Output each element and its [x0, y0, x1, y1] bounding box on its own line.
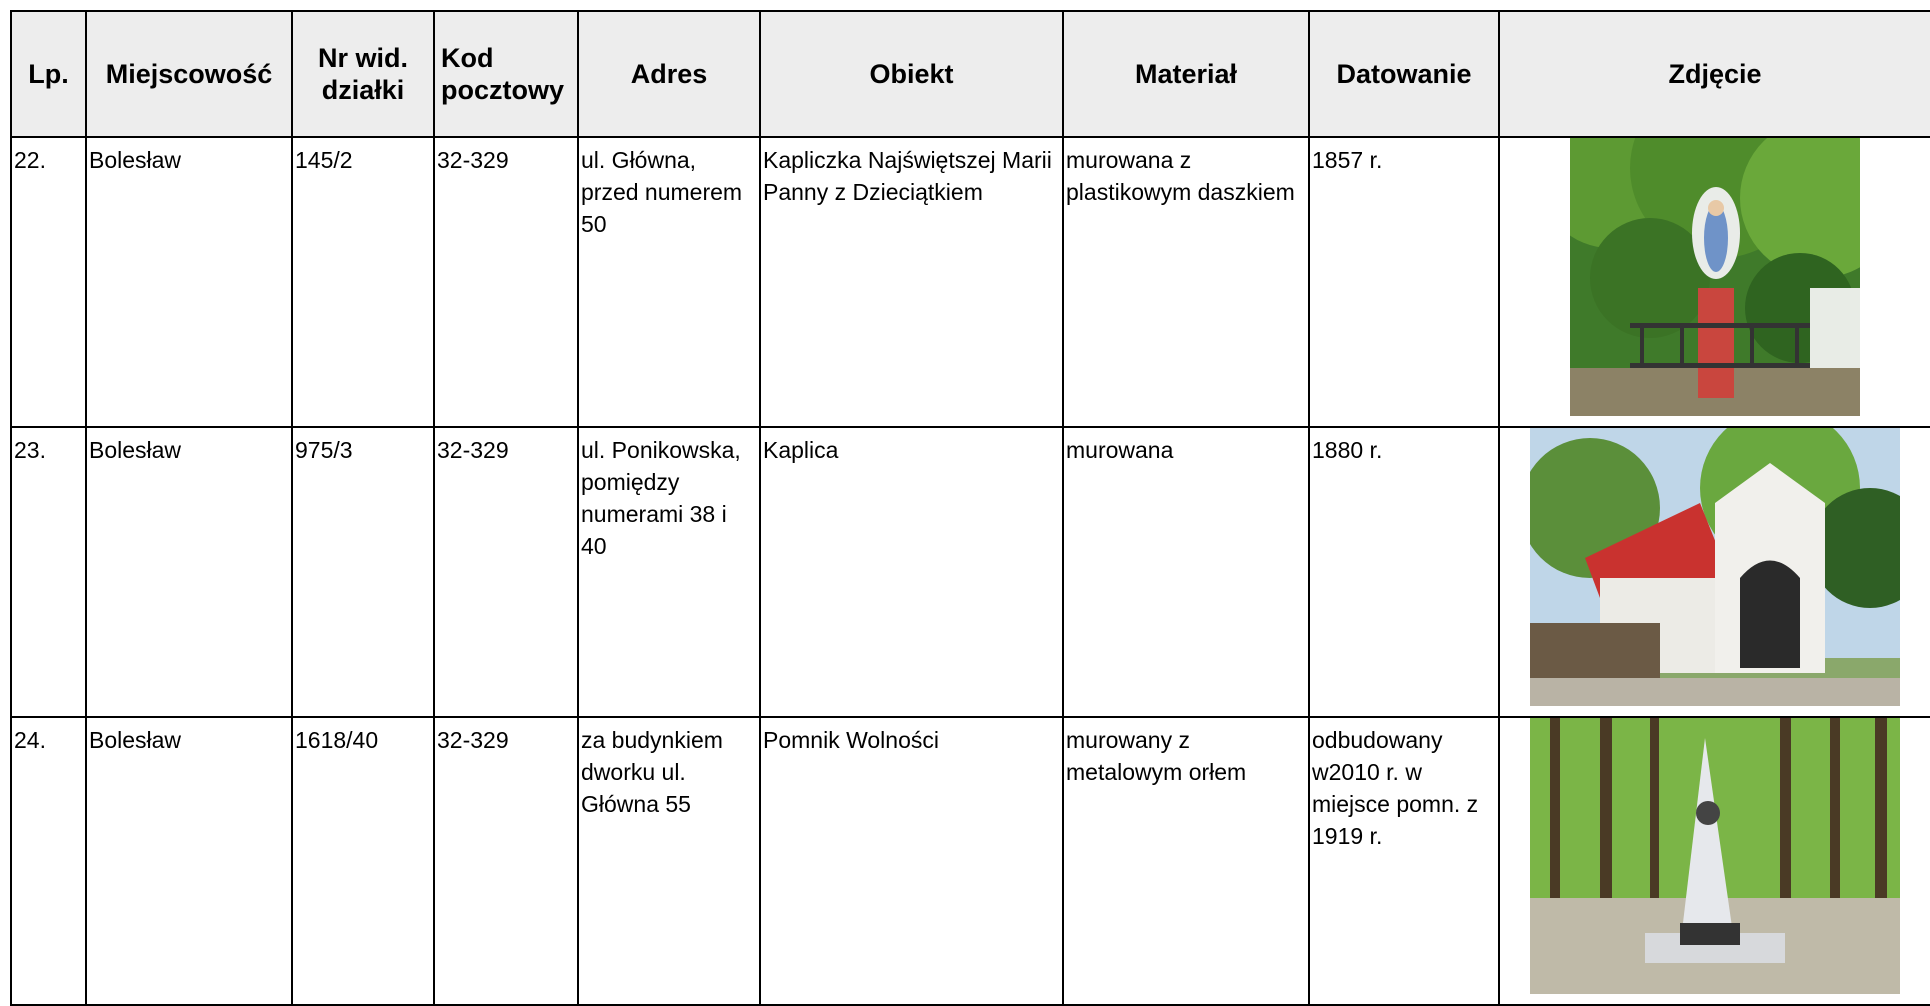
cell-zdjecie: [1499, 717, 1930, 1005]
cell-datowanie: odbudowany w2010 r. w miejsce pomn. z 1919 r.: [1309, 717, 1499, 1005]
header-nr-dzialki: Nr wid. działki: [292, 11, 434, 137]
header-lp: Lp.: [11, 11, 86, 137]
document-page: [10, 10, 1930, 1006]
cell-obiekt: Kaplica: [760, 427, 1063, 717]
cell-kod-pocztowy: 32-329: [434, 427, 578, 717]
cell-obiekt: Pomnik Wolności: [760, 717, 1063, 1005]
cell-zdjecie: [1499, 427, 1930, 717]
table-row: [11, 427, 1930, 717]
cell-lp: 24.: [11, 717, 86, 1005]
cell-obiekt: Kapliczka Najświętszej Marii Panny z Dzieciątkiem: [760, 137, 1063, 427]
cell-material: murowana z plastikowym daszkiem: [1063, 137, 1309, 427]
header-datowanie: Datowanie: [1309, 11, 1499, 137]
table-header-row: [11, 11, 1930, 137]
wayside-shrine-photo: [1570, 138, 1860, 416]
cell-nr-dzialki: 1618/40: [292, 717, 434, 1005]
monument-photo: [1530, 718, 1900, 994]
cell-miejscowosc: Bolesław: [86, 717, 292, 1005]
table-row: [11, 137, 1930, 427]
cell-miejscowosc: Bolesław: [86, 427, 292, 717]
cell-adres: ul. Ponikowska, pomiędzy numerami 38 i 40: [578, 427, 760, 717]
cell-adres: za budynkiem dworku ul. Główna 55: [578, 717, 760, 1005]
cell-lp: 23.: [11, 427, 86, 717]
cell-lp: 22.: [11, 137, 86, 427]
table-row: [11, 717, 1930, 1005]
cell-zdjecie: [1499, 137, 1930, 427]
header-kod-pocztowy: Kod pocztowy: [434, 11, 578, 137]
chapel-photo: [1530, 428, 1900, 706]
header-material: Materiał: [1063, 11, 1309, 137]
cell-datowanie: 1880 r.: [1309, 427, 1499, 717]
header-zdjecie: Zdjęcie: [1499, 11, 1930, 137]
cell-kod-pocztowy: 32-329: [434, 717, 578, 1005]
cell-adres: ul. Główna, przed numerem 50: [578, 137, 760, 427]
cell-material: murowana: [1063, 427, 1309, 717]
cell-datowanie: 1857 r.: [1309, 137, 1499, 427]
header-miejscowosc: Miejscowość: [86, 11, 292, 137]
header-obiekt: Obiekt: [760, 11, 1063, 137]
cell-nr-dzialki: 975/3: [292, 427, 434, 717]
cell-nr-dzialki: 145/2: [292, 137, 434, 427]
monuments-table: [10, 10, 1930, 1006]
cell-miejscowosc: Bolesław: [86, 137, 292, 427]
cell-kod-pocztowy: 32-329: [434, 137, 578, 427]
header-adres: Adres: [578, 11, 760, 137]
cell-material: murowany z metalowym orłem: [1063, 717, 1309, 1005]
